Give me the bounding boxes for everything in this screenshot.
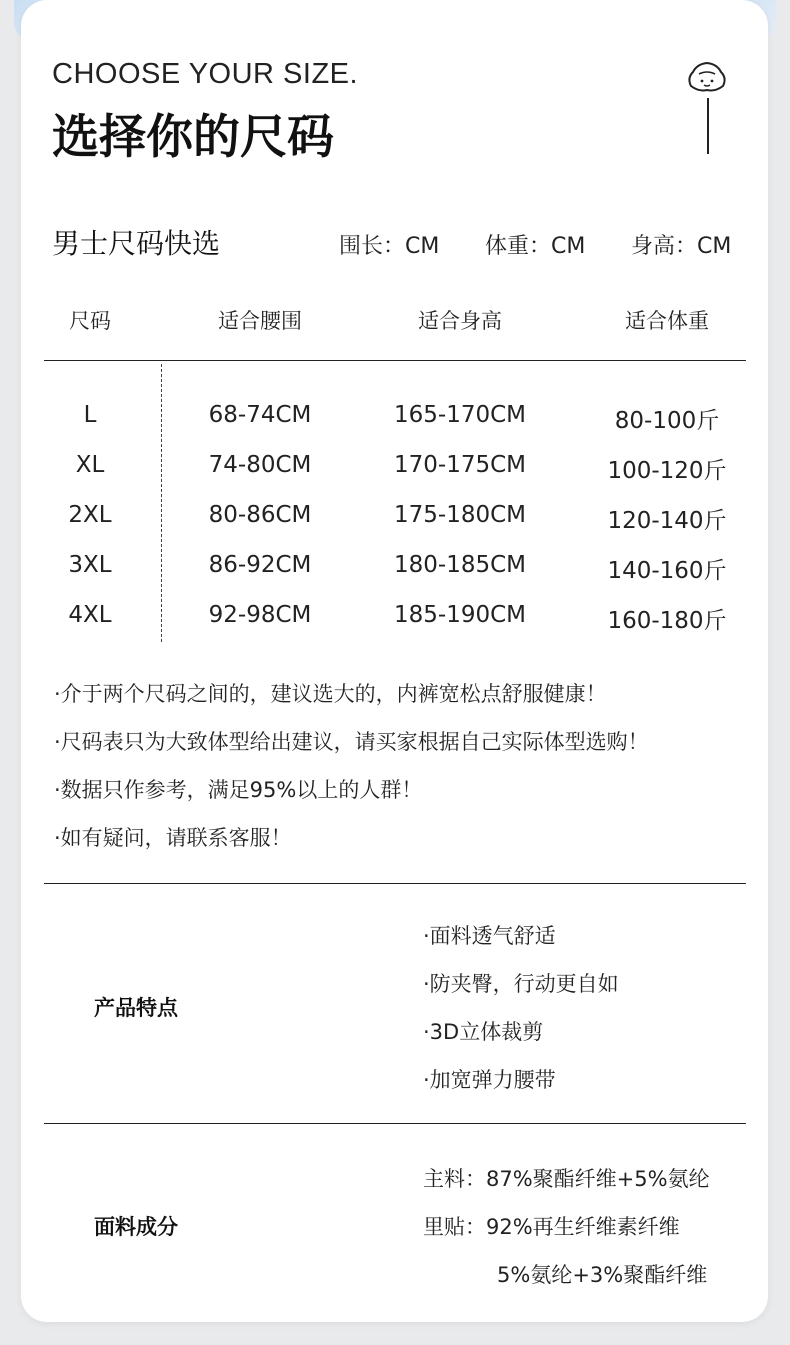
note-item: ·尺码表只为大致体型给出建议，请买家根据自己实际体型选购！ xyxy=(54,730,649,754)
cat-face-icon xyxy=(685,56,729,96)
cell-height: 170-175CM xyxy=(393,452,527,478)
cell-height: 165-170CM xyxy=(393,402,527,428)
english-title: CHOOSE YOUR SIZE. xyxy=(52,58,359,90)
features-label: 产品特点 xyxy=(94,996,178,1020)
fabric-line: 主料：87%聚酯纤维+5%氨纶 xyxy=(423,1167,710,1191)
header-size: 尺码 xyxy=(69,309,111,333)
cell-size: L xyxy=(83,402,97,428)
fabric-line: 5%氨纶+3%聚酯纤维 xyxy=(497,1263,708,1287)
cell-weight: 80-100斤 xyxy=(614,408,720,434)
header-weight: 适合体重 xyxy=(625,309,709,333)
fabric-label: 面料成分 xyxy=(94,1215,178,1239)
unit-weight: 体重：CM xyxy=(485,234,586,259)
feature-item: ·加宽弹力腰带 xyxy=(423,1068,556,1092)
section-title: 男士尺码快选 xyxy=(52,227,221,260)
unit-girth: 围长：CM xyxy=(339,234,440,259)
cell-size: 4XL xyxy=(68,602,112,628)
mascot-string xyxy=(707,98,709,154)
cell-weight: 100-120斤 xyxy=(607,458,727,484)
note-item: ·介于两个尺码之间的，建议选大的，内裤宽松点舒服健康！ xyxy=(54,682,607,706)
cell-weight: 120-140斤 xyxy=(607,508,727,534)
cell-height: 175-180CM xyxy=(393,502,527,528)
cell-size: 2XL xyxy=(68,502,112,528)
cell-waist: 86-92CM xyxy=(208,552,312,578)
header-waist: 适合腰围 xyxy=(218,309,302,333)
cell-waist: 80-86CM xyxy=(208,502,312,528)
note-item: ·数据只作参考，满足95%以上的人群！ xyxy=(54,778,423,802)
cell-waist: 68-74CM xyxy=(208,402,312,428)
unit-height: 身高：CM xyxy=(631,234,732,259)
column-divider xyxy=(161,364,162,642)
table-divider xyxy=(44,360,746,361)
feature-item: ·面料透气舒适 xyxy=(423,924,556,948)
cell-waist: 74-80CM xyxy=(208,452,312,478)
feature-item: ·防夹臀，行动更自如 xyxy=(423,972,619,996)
size-guide-card xyxy=(21,0,768,1322)
fabric-line: 里贴：92%再生纤维素纤维 xyxy=(423,1215,680,1239)
section-divider xyxy=(44,883,746,884)
cell-weight: 140-160斤 xyxy=(607,558,727,584)
cell-weight: 160-180斤 xyxy=(607,608,727,634)
section-divider xyxy=(44,1123,746,1124)
cell-size: 3XL xyxy=(68,552,112,578)
cell-waist: 92-98CM xyxy=(208,602,312,628)
cell-size: XL xyxy=(75,452,105,478)
cell-height: 185-190CM xyxy=(393,602,527,628)
page-title: 选择你的尺码 xyxy=(52,110,334,165)
header-height: 适合身高 xyxy=(418,309,502,333)
cell-height: 180-185CM xyxy=(393,552,527,578)
note-item: ·如有疑问，请联系客服！ xyxy=(54,826,292,850)
feature-item: ·3D立体裁剪 xyxy=(423,1020,544,1044)
